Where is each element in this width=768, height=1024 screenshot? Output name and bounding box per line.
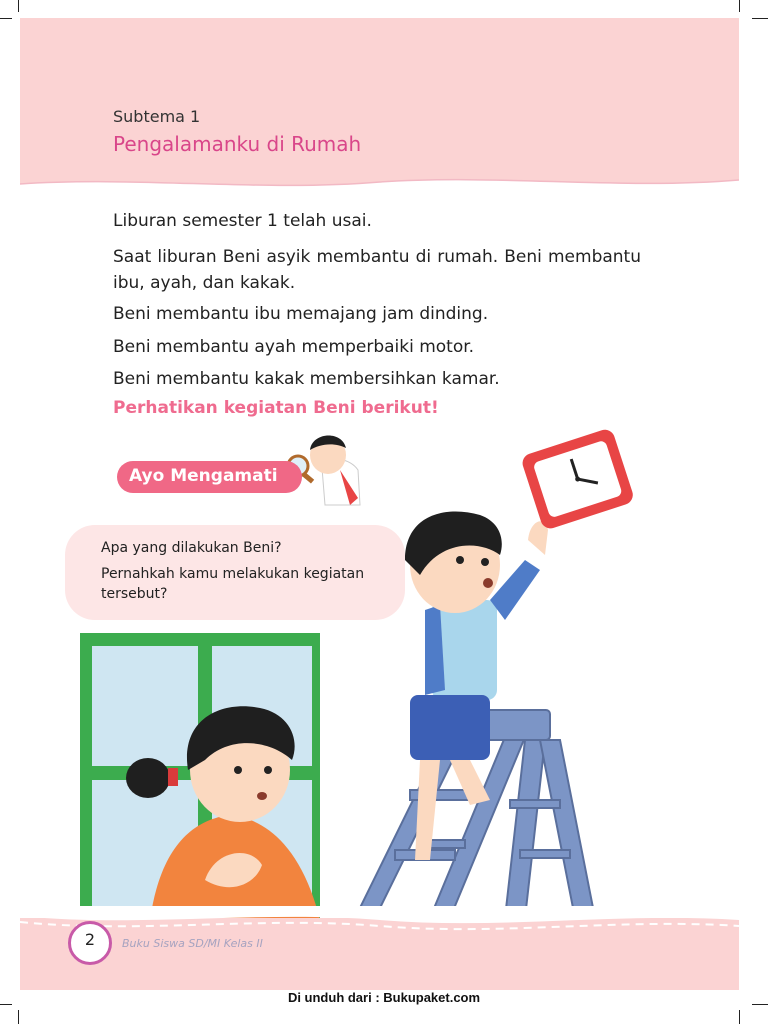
footer-wave [20, 906, 739, 936]
download-source: Di unduh dari : Bukupaket.com [287, 990, 481, 1005]
crop-mark [739, 1010, 740, 1024]
crop-mark [18, 1010, 19, 1024]
lead-instruction: Perhatikan kegiatan Beni berikut! [113, 398, 439, 418]
paragraph-line: Beni membantu ibu memajang jam dinding. [113, 304, 489, 324]
book-title: Buku Siswa SD/MI Kelas II [122, 937, 263, 950]
paragraph-line: Beni membantu kakak membersihkan kamar. [113, 369, 500, 389]
paragraph-line: Liburan semester 1 telah usai. [113, 211, 372, 231]
page-number: 2 [84, 930, 96, 949]
crop-mark [752, 18, 768, 19]
paragraph-line: Beni membantu ayah memperbaiki motor. [113, 337, 475, 357]
header-band [20, 18, 739, 190]
question-line: Pernahkah kamu melakukan kegiatan [101, 566, 365, 582]
header-wave [20, 170, 739, 200]
question-line: tersebut? [101, 586, 168, 602]
crop-mark [18, 0, 19, 12]
crop-mark [739, 0, 740, 12]
paragraph-line: Saat liburan Beni asyik membantu di rumah. Beni membantu ibu, ayah, dan kakak. [113, 247, 641, 293]
crop-mark [0, 18, 12, 19]
question-line: Apa yang dilakukan Beni? [101, 540, 282, 556]
illustration [0, 420, 768, 920]
activity-badge-label: Ayo Mengamati [129, 466, 278, 486]
subtema-title: Pengalamanku di Rumah [113, 132, 362, 156]
clock-illustration [520, 427, 635, 531]
subtema-label: Subtema 1 [113, 107, 201, 126]
